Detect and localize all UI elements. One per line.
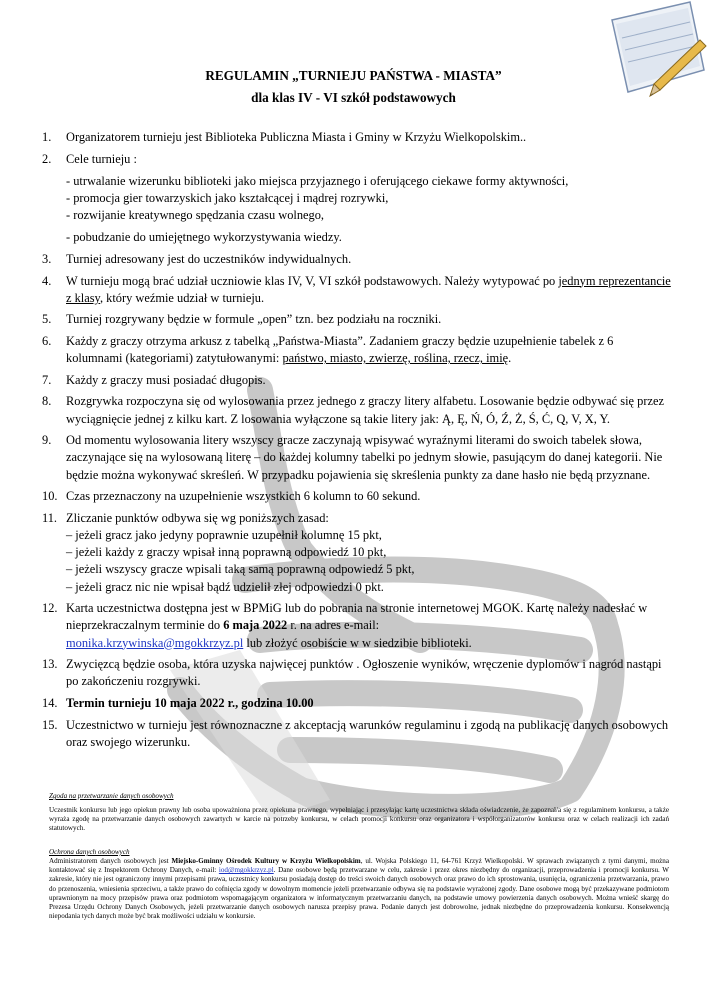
rule-text-underlined: jednym reprezentancie z klasy [66,273,671,305]
rule-text: Termin turnieju 10 maja 2022 r., godzina 10.00 [66,695,314,710]
deadline-date: 6 maja 2022 [223,618,288,633]
rule-7 [42,372,672,389]
rule-number: 14. [42,695,58,710]
rule-9 [42,432,672,484]
document-subtitle: dla klas IV - VI szkół podstawowych [251,90,456,105]
rule-text-underlined: państwo, miasto, zwierzę, roślina, rzecz, imię [282,351,509,366]
rule-number: 5. [42,312,52,327]
rule-number: 6. [42,333,52,348]
iod-email-link[interactable]: iod@mgokkrzyz.pl [218,866,274,875]
rule-text: Od momentu wylosowania litery wszyscy gracze zaczynają wpisywać wyraźnymi literami do swoich tabelek słowa, zaczynające się na wylosowaną literę – do każdej kolumny tabelki po jednym słowie, pasującym do danej kategorii. Nie będzie można wykonywać skreśleń. W przypadku pojawienia się skreślenia punkty za dane hasło nie będą przyznane. [66,433,663,482]
rule-number: 1. [42,130,52,144]
privacy-text-part: . Dane osobowe będą przetwarzane w celu, zakresie i przez okres niezbędny do organizacji, przeprowadzenia i promocji konkursu. W zakresie, który nie jest ograniczony innymi przepisami prawa, uczestnicy konkursu posiadają dostęp do treści swoich danych osobowych oraz prawo do ich sprostowania, usunięcia, ograniczenia przetwarzania, prawo do przenoszenia, wniesienia sprzeciwu, a także prawo do cofnięcia zgody w dowolnym momencie jeżeli przetwarzanie odbywa się na podstawie wyrażonej zgody. Dane osobowe mogą być przekazywane podmiotom uprawnionym na mocy przepisów prawa oraz podmiotom wspomagającym organizatora w informatycznym przetwarzaniu danych, na podstawie umowy powierzenia danych osobowych. Można wnieść skargę do Prezesa Urzędu Ochrony Danych Osobowych, jeżeli przetwarzanie danych osobowych narusza przepisy prawa. Podanie danych jest dobrowolne, jednak niezbędne do przeprowadzenia konkursu. Konsekwencją niepodania tych danych może być brak możliwości udziału w konkursie. [49,866,669,921]
privacy-text-part: , ul. Wojska Polskiego 11, 64-761 Krzyż Wielkopolski. W sprawach związanych z tymi danymi, można kontaktować się z Inspektorem Ochrony Danych, e-mail: [49,857,669,875]
scoring-item: – jeżeli gracz jako jedyny poprawnie uzupełnił kolumnę 15 pkt, [66,527,382,542]
goal-item: - utrwalanie wizerunku biblioteki jako miejsca przyjaznego i oferującego ciekawe formy aktywności, [66,173,569,188]
rule-1 [42,129,672,146]
rule-text: . [508,351,512,366]
rule-text: Zwycięzcą będzie osoba, która uzyska najwięcej punktów . Ogłoszenie wyników, wręczenie dyplomów i nagród nastąpi po zakończeniu rozgrywki. [66,657,662,689]
rule-number: 4. [42,273,52,288]
goal-item: - pobudzanie do umiejętnego wykorzystywania wiedzy. [66,230,342,245]
rule-text: Rozgrywka rozpoczyna się od wylosowania przez jednego z graczy litery alfabetu. Losowanie będzie odbywać się przez wyciągnięcie jednej z kilku kart. Z losowania wyłączone są takie litery jak: Ą, Ę, Ń, Ó, Ź, Ż, Ś, Ć, Q, V, X, Y. [66,394,664,426]
privacy-heading: Ochrona danych osobowych [49,848,130,856]
rule-number: 2. [42,151,52,166]
rule-number: 13. [42,657,58,672]
goal-item: - promocja gier towarzyskich jako kształcącej i mądrej rozrywki, [66,191,389,205]
rule-text: Uczestnictwo w turnieju jest równoznaczne z akceptacją warunków regulaminu i zgodą na publikację danych osobowych oraz swojego wizerunku. [66,717,669,749]
rules-list [42,129,672,755]
privacy-text-part: Administratorem danych osobowych jest [49,857,172,865]
rule-number: 7. [42,372,52,387]
rule-text: Turniej rozgrywany będzie w formule „open” tzn. bez podziału na roczniki. [66,312,442,327]
scoring-item: – jeżeli każdy z graczy wpisał inną poprawną odpowiedź 10 pkt, [66,545,387,560]
rule-text: Organizatorem turnieju jest Biblioteka Publiczna Miasta i Gminy w Krzyżu Wielkopolskim.. [66,130,527,144]
rule-10 [42,488,672,505]
rule-text: Każdy z graczy musi posiadać długopis. [66,372,266,387]
administrator-name: Miejsko-Gminny Ośrodek Kultury w Krzyżu Wielkopolskim [171,857,361,865]
goal-item: - rozwijanie kreatywnego spędzania czasu wolnego, [66,208,325,223]
rule-5 [42,311,672,328]
rule-2 [42,151,672,247]
rule-11 [42,510,672,596]
document-title: REGULAMIN „TURNIEJU PAŃSTWA - MIASTA” [205,68,502,83]
rule-number: 3. [42,252,52,266]
rule-text: lub złożyć osobiście w w siedzibie biblioteki. [243,635,472,650]
rule-8 [42,393,672,427]
scoring-item: – jeżeli wszyscy gracze wpisali taką samą poprawną odpowiedź 5 pkt, [66,562,415,577]
rule-number: 10. [42,489,58,504]
rule-text: , który weźmie udział w turnieju. [99,290,265,305]
rule-number: 9. [42,433,52,448]
contact-email-link[interactable]: monika.krzywinska@mgokkrzyz.pl [66,635,244,650]
rule-text: Karta uczestnictwa dostępna jest w BPMiG lub do pobrania na stronie internetowej MGOK. Kartę należy nadesłać w nieprzekraczalnym terminie do [66,601,648,633]
rule-text: Każdy z graczy otrzyma arkusz z tabelką „Państwa-Miasta”. Zadaniem graczy będzie uzupełnienie tabelek z 6 kolumnami (kategoriami) zatytułowanymi: [66,333,614,366]
rule-text: Cele turnieju : [66,151,137,166]
rule-text: r. na adres e-mail: [287,618,380,633]
scoring-item: – jeżeli gracz nic nie wpisał bądź udzielił złej odpowiedzi 0 pkt. [66,579,384,594]
rule-14 [42,695,672,712]
rule-number: 15. [42,717,58,732]
consent-heading: Zgoda na przetwarzanie danych osobowych [49,792,174,800]
rule-4 [42,273,672,307]
rule-text: Zliczanie punktów odbywa się wg poniższych zasad: [66,510,329,525]
rule-6 [42,333,672,367]
rule-text: Czas przeznaczony na uzupełnienie wszystkich 6 kolumn to 60 sekund. [66,489,421,504]
rule-number: 11. [42,510,58,525]
rule-12 [42,600,672,652]
rule-text: Turniej adresowany jest do uczestników indywidualnych. [66,252,352,266]
rule-3 [42,251,672,268]
rule-13 [42,656,672,690]
rule-number: 12. [42,601,58,616]
rule-number: 8. [42,394,52,409]
consent-text: Uczestnik konkursu lub jego opiekun prawny lub osoba upoważniona przez opiekuna prawnego, wypełniając i przesyłając kartę uczestnictwa składa oświadczenie, że zapoznał/a się z regulaminem konkursu, a także wyraża zgodę na przetwarzanie danych osobowych zawartych w karcie na potrzeby konkursu, w celach promocji konkursu oraz organizatora i współorganizatorów konkursu oraz w celach realizacji ich zadań statutowych. [49,806,669,833]
privacy-text [49,857,669,921]
rule-text: W turnieju mogą brać udział uczniowie klas IV, V, VI szkół podstawowych. Należy wytypować po [66,273,559,288]
rule-15 [42,717,672,751]
